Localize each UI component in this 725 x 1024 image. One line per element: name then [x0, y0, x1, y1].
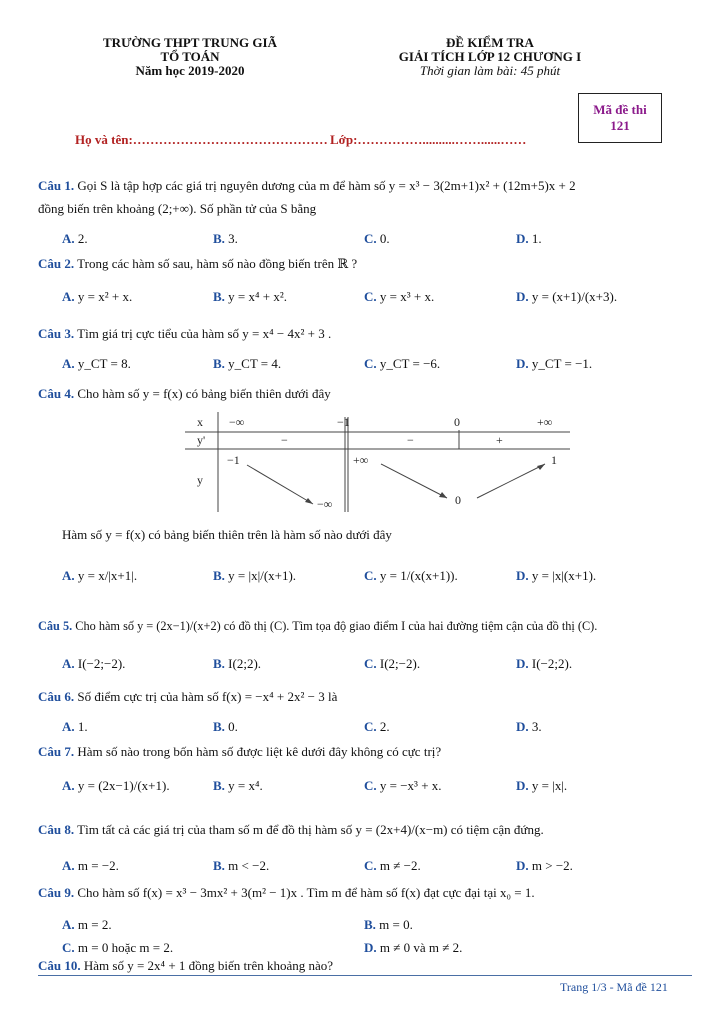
answer-option[interactable]: C. y = 1/(x(x+1)).: [364, 568, 458, 583]
question-9: Câu 9. Cho hàm số f(x) = x³ − 3mx² + 3(m² − 1)x . Tìm m để hàm số f(x) đạt cực đại tại x₀ = 1.: [38, 885, 535, 900]
question-label: Câu 1.: [38, 178, 75, 193]
answer-option[interactable]: D. y_CT = −1.: [516, 356, 593, 371]
question-8: Câu 8. Tìm tất cả các giá trị của tham số m để đồ thị hàm số y = (2x+4)/(x−m) có tiệm cận đứng.: [38, 822, 544, 837]
question-text: Tìm giá trị cực tiểu của hàm số y = x⁴ − 4x² + 3 .: [77, 326, 332, 341]
answer-option[interactable]: D. m ≠ 0 và m ≠ 2.: [364, 940, 463, 955]
footer-divider: [38, 975, 692, 976]
answer-option[interactable]: B. m = 0.: [364, 917, 413, 932]
question-4-sub: Hàm số y = f(x) có bảng biến thiên trên là hàm số nào dưới đây: [62, 527, 392, 542]
department: TỔ TOÁN: [160, 49, 220, 64]
answer-option[interactable]: A. m = 2.: [62, 917, 112, 932]
answer-option[interactable]: A. y_CT = 8.: [62, 356, 131, 371]
exam-subject: GIẢI TÍCH LỚP 12 CHƯƠNG I: [398, 49, 582, 64]
answer-option[interactable]: B. y = |x|/(x+1).: [213, 568, 297, 583]
row-label-yprime: y': [197, 433, 206, 447]
answer-option[interactable]: C. m = 0 hoặc m = 2.: [62, 940, 174, 955]
answer-option[interactable]: D. m > −2.: [516, 858, 573, 873]
answer-option[interactable]: A. y = (2x−1)/(x+1).: [62, 778, 170, 793]
answer-option[interactable]: D. y = |x|(x+1).: [516, 568, 597, 583]
answer-option[interactable]: D. 1.: [516, 231, 542, 246]
question-5: Câu 5. Cho hàm số y = (2x−1)/(x+2) có đồ thị (C). Tìm tọa độ giao điểm I của hai đường tiệm cận của đồ thị (C).: [38, 619, 598, 633]
answer-option[interactable]: B. I(2;2).: [213, 656, 262, 671]
answer-option[interactable]: A. 1.: [62, 719, 88, 734]
question-1-line2: đồng biến trên khoảng (2;+∞). Số phần tử của S bằng: [38, 201, 317, 216]
answer-option[interactable]: C. y = −x³ + x.: [364, 778, 442, 793]
question-text: Trong các hàm số sau, hàm số nào đồng biến trên ℝ ?: [77, 256, 358, 271]
exam-time: Thời gian làm bài: 45 phút: [419, 63, 561, 78]
page-footer: Trang 1/3 - Mã đề 121: [560, 980, 668, 994]
answer-option[interactable]: A. m = −2.: [62, 858, 119, 873]
question-10: Câu 10. Hàm số y = 2x⁴ + 1 đồng biến trên khoảng nào?: [38, 958, 334, 973]
answer-option[interactable]: B. 0.: [213, 719, 238, 734]
exam-title: ĐỀ KIỂM TRA: [446, 35, 534, 50]
y-value: +∞: [353, 453, 369, 467]
row-label-y: y: [197, 473, 203, 487]
y-value: 1: [551, 453, 557, 467]
answer-option[interactable]: D. y = (x+1)/(x+3).: [516, 289, 618, 304]
answer-option[interactable]: A. I(−2;−2).: [62, 656, 126, 671]
sign: +: [496, 433, 503, 447]
answer-option[interactable]: B. y = x⁴ + x².: [213, 289, 288, 304]
question-text: Tìm tất cả các giá trị của tham số m để đồ thị hàm số y = (2x+4)/(x−m) có tiệm cận đứng.: [77, 822, 544, 837]
exam-code-label: Mã đề thi: [593, 102, 647, 117]
question-4: Câu 4. Cho hàm số y = f(x) có bảng biến thiên dưới đây: [38, 386, 331, 401]
answer-option[interactable]: B. y_CT = 4.: [213, 356, 282, 371]
x-value: −∞: [229, 415, 245, 429]
school-year: Năm học 2019-2020: [135, 63, 245, 78]
student-name-field[interactable]: Họ và tên:………………………………………: [75, 132, 328, 147]
answer-option[interactable]: A. y = x/|x+1|.: [62, 568, 138, 583]
question-text: Cho hàm số y = (2x−1)/(x+2) có đồ thị (C). Tìm tọa độ giao điểm I của hai đường tiệm cận của đồ thị (C).: [75, 619, 598, 633]
row-label-x: x: [197, 415, 203, 429]
question-1: [38, 178, 576, 194]
answer-option[interactable]: C. m ≠ −2.: [364, 858, 421, 873]
answer-option[interactable]: D. y = |x|.: [516, 778, 568, 793]
answer-option[interactable]: C. 0.: [364, 231, 390, 246]
question-3: Câu 3. Tìm giá trị cực tiểu của hàm số y = x⁴ − 4x² + 3 .: [38, 326, 332, 341]
answer-option[interactable]: B. m < −2.: [213, 858, 270, 873]
question-text: Hàm số y = 2x⁴ + 1 đồng biến trên khoảng nào?: [83, 958, 334, 973]
answer-option[interactable]: D. 3.: [516, 719, 542, 734]
answer-option[interactable]: B. y = x⁴.: [213, 778, 263, 793]
answer-option[interactable]: C. y_CT = −6.: [364, 356, 441, 371]
question-text: Cho hàm số y = f(x) có bảng biến thiên dưới đây: [77, 386, 331, 401]
question-text: Cho hàm số f(x) = x³ − 3mx² + 3(m² − 1)x . Tìm m để hàm số f(x) đạt cực đại tại x₀ = 1.: [77, 885, 535, 900]
sign: −: [407, 433, 414, 447]
exam-code-value: 121: [610, 118, 630, 133]
x-value: 0: [454, 415, 460, 429]
sign: −: [281, 433, 288, 447]
question-text: Hàm số nào trong bốn hàm số được liệt kê dưới đây không có cực trị?: [77, 744, 442, 759]
school-name: TRƯỜNG THPT TRUNG GIÃ: [103, 35, 277, 50]
answer-option[interactable]: A. 2.: [62, 231, 88, 246]
answer-option[interactable]: B. 3.: [213, 231, 238, 246]
answer-option[interactable]: A. y = x² + x.: [62, 289, 133, 304]
variation-table: [185, 412, 570, 517]
answer-option[interactable]: C. y = x³ + x.: [364, 289, 435, 304]
y-value: −1: [227, 453, 240, 467]
question-text: Gọi S là tập hợp các giá trị nguyên dương của m để hàm số y = x³ − 3(2m+1)x² + (12m+5)x + 2: [77, 178, 576, 193]
question-7: Câu 7. Hàm số nào trong bốn hàm số được liệt kê dưới đây không có cực trị?: [38, 744, 442, 759]
answer-option[interactable]: C. I(2;−2).: [364, 656, 421, 671]
question-2: Câu 2. Trong các hàm số sau, hàm số nào đồng biến trên ℝ ?: [38, 256, 358, 271]
question-6: Câu 6. Số điểm cực trị của hàm số f(x) = −x⁴ + 2x² − 3 là: [38, 689, 338, 704]
x-value: −1: [337, 415, 350, 429]
x-value: +∞: [537, 415, 553, 429]
answer-option[interactable]: C. 2.: [364, 719, 390, 734]
question-text: Số điểm cực trị của hàm số f(x) = −x⁴ + 2x² − 3 là: [77, 689, 338, 704]
exam-code-box: [578, 93, 662, 143]
student-class-field[interactable]: Lớp:……………..........……......……: [330, 132, 527, 147]
answer-option[interactable]: D. I(−2;2).: [516, 656, 573, 671]
y-value: −∞: [317, 497, 333, 511]
y-value: 0: [455, 493, 461, 507]
